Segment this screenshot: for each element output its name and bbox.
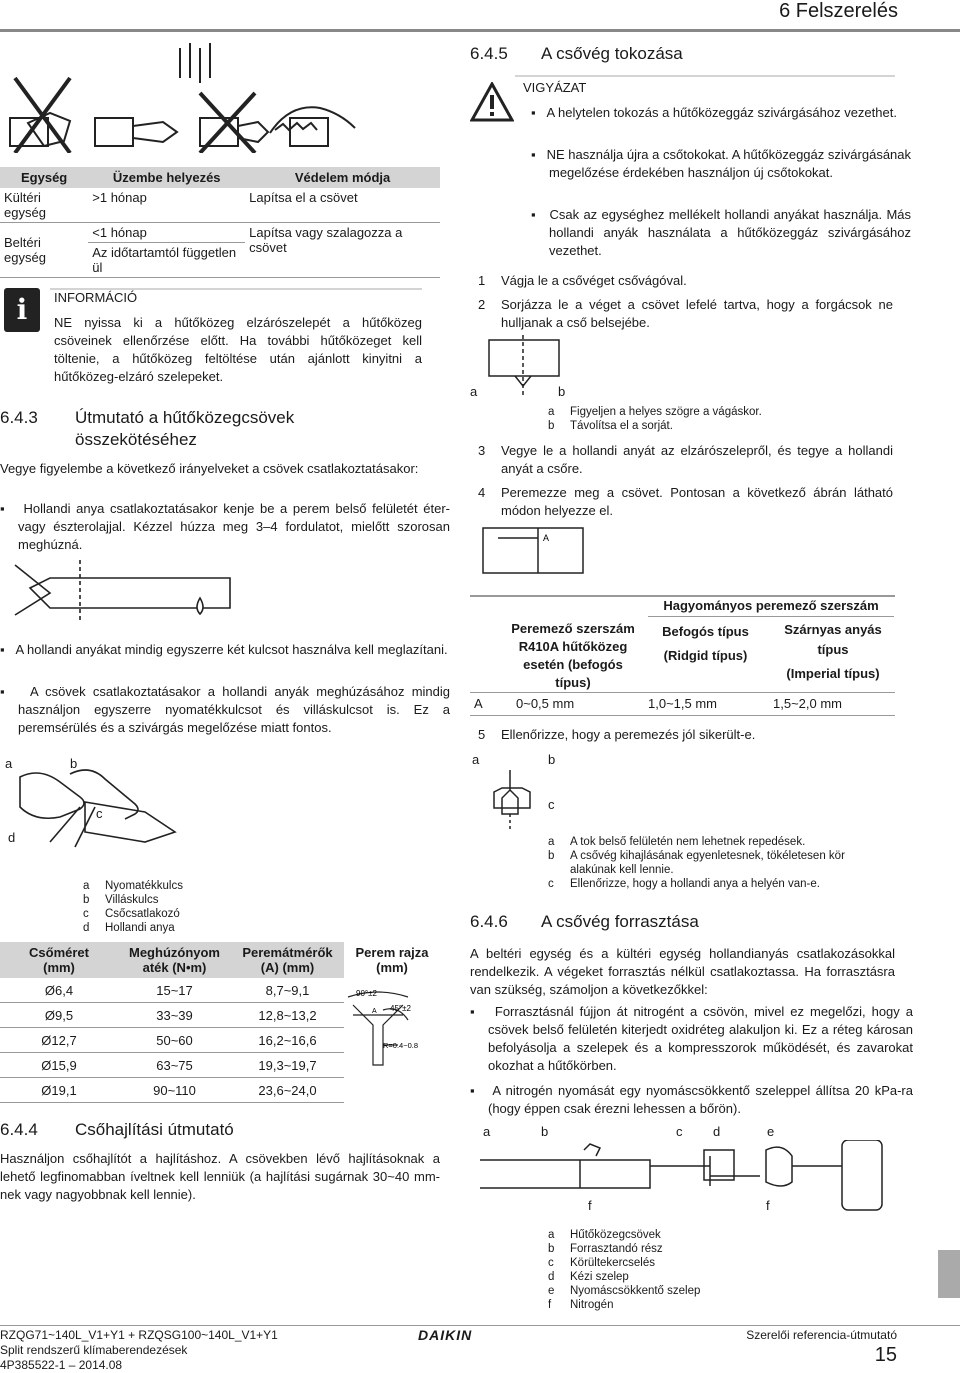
flare-nut-oil-illustration xyxy=(0,560,240,620)
fig-letter: c xyxy=(96,806,103,821)
info-icon: i xyxy=(4,288,40,332)
section-title: A csővég forrasztása xyxy=(541,912,699,931)
svg-text:A: A xyxy=(372,1008,377,1015)
legend: a Figyeljen a helyes szögre a vágáskor. b Távolítsa el a sorját. xyxy=(548,406,762,432)
section-title-line2: összekötéséhez xyxy=(75,430,197,449)
section-number: 6.4.6 xyxy=(470,912,508,931)
fig-letter: d xyxy=(8,830,16,845)
period-any: Az időtartamtól független​ül xyxy=(92,245,237,275)
table-cell: 1,0~1,5 mm xyxy=(648,696,718,711)
table-row xyxy=(0,223,440,278)
column-header: Befogós típus (Ridgid típus) xyxy=(662,624,749,663)
table-cell xyxy=(88,223,245,278)
table-cell: Beltéri egység xyxy=(0,223,88,278)
fig-letter: b xyxy=(70,756,78,771)
table-cell: 0~0,5 mm xyxy=(516,696,575,711)
fig-letter: b xyxy=(558,384,566,399)
column-header: Szárnyas anyás típus (Imperial típus) xyxy=(784,622,882,681)
fig-letter: c xyxy=(676,1124,683,1139)
table-rule xyxy=(470,595,895,597)
paragraph: A beltéri egység és a kültéri egység hollandianyás csatlakozásokkal rendelkezik. A végeket forrasztás nélkül csatlakoztassa. Ha forrasztásra van szükség, számoljon a következőkkel: xyxy=(470,946,895,997)
table-header: Üzembe helyezés xyxy=(88,167,245,188)
section-title: A csővég tokozása xyxy=(541,44,683,63)
torque-table: Csőméret (mm) Meghúzónyom aték (N•m) Peremátmérők (A) (mm) Perem rajza (mm) Ø6,4 15~17 8,7~9,1 Ø9,5 33~39 12,8~13,2 Ø12,7 50~60 16,2~16,6 Ø15,9 63~75 19,3~19,7 Ø19,1 90~110 23,6~24,0 xyxy=(0,942,440,1103)
table-header: Egység xyxy=(0,167,88,188)
header-rule xyxy=(0,29,960,32)
step-text: Vágja le a csővéget csővágóval. xyxy=(501,273,687,288)
step-number: 4 xyxy=(478,485,486,500)
section-title: Útmutató a hűtőközegcsövek xyxy=(75,408,295,427)
step-text: Ellenőrizze, hogy a peremezés jól sikerült-e. xyxy=(501,727,756,742)
info-title: INFORMÁCIÓ xyxy=(54,290,138,305)
side-tab xyxy=(938,1250,960,1298)
step-number: 5 xyxy=(478,727,486,742)
table-rule xyxy=(648,616,894,617)
section-number: 6.4.4 xyxy=(0,1120,38,1139)
paragraph: Használjon csőhajlítót a hajlításhoz. A csövekben lévő hajlításoknak a lehető legfinomabban íveltnek kell lenniük (a hajlítási sugárnak 30~40 mm-nek vagy nagyobbnak kell lennie). xyxy=(0,1151,440,1202)
step-text: Sorjázza le a véget a csövet lefelé tartva, hogy a forgácsok ne hulljanak a cső belsejébe. xyxy=(501,297,893,330)
caution-item: ▪ NE használja újra a csőtokokat. A hűtőközeggáz szivárgásának megelőzése érdekében használjon új csőtokokat. xyxy=(531,147,912,180)
flare-position-illustration xyxy=(478,523,598,578)
step-text: Peremezze meg a csövet. Pontosan a következő ábrán látható módon helyezze el. xyxy=(501,485,893,518)
table-row: Ø6,4 15~17 8,7~9,1 xyxy=(0,978,440,1003)
table-cell: 1,5~2,0 mm xyxy=(773,696,843,711)
svg-text:A: A xyxy=(543,533,550,543)
table-header: Védelem módja xyxy=(245,167,440,188)
fig-letter: b xyxy=(548,752,556,767)
group-header: Hagyományos peremező szerszám xyxy=(663,598,879,613)
footer-left: RZQG71~140L_V1+Y1 + RZQSG100~140L_V1+Y1 Split rendszerű klímaberendezések 4P385522-1 – 2014.08 xyxy=(0,1328,278,1372)
column-header: Peremező szerszám R410A hűtőközeg esetén (befogós típus) xyxy=(511,621,635,690)
section-number: 6.4.3 xyxy=(0,408,38,427)
caution-item: ▪ Csak az egységhez mellékelt hollandi anyákat használja. Más hollandi anyák használata a hűtőközeggáz szivárgásához vezethet. xyxy=(531,207,911,258)
table-row: Ø15,9 63~75 19,3~19,7 xyxy=(0,1053,440,1078)
cut-pipe-illustration xyxy=(475,335,595,405)
table-row: Ø9,5 33~39 12,8~13,2 xyxy=(0,1003,440,1028)
brand-logo: DAIKIN xyxy=(418,1327,473,1343)
table-cell: Lapítsa el a csövet xyxy=(245,188,440,223)
flare-check-illustration xyxy=(480,770,610,830)
fig-letter: f xyxy=(588,1198,592,1213)
bullet-item: ▪ Hollandi anya csatlakoztatásakor kenje be a perem belső felületét éter- vagy észterolajjal. Kézzel húzza meg 3–4 fordulatot, mielőtt szorosan meghúzná. xyxy=(0,501,450,552)
section-title: Csőhajlítási útmutató xyxy=(75,1120,234,1139)
fig-letter: a xyxy=(470,384,478,399)
fig-letter: e xyxy=(767,1124,775,1139)
fig-letter: c xyxy=(548,797,555,812)
bullet-item: ▪ A nitrogén nyomását egy nyomáscsökkentő szeleppel állítsa 20 kPa-ra (hogy éppen csak érezni lehessen a bőrön). xyxy=(470,1083,913,1116)
flare-drawing xyxy=(338,985,438,1080)
page-number: 15 xyxy=(874,1344,897,1366)
table-rule xyxy=(470,715,895,716)
caution-item: ▪ A helytelen tokozás a hűtőközeggáz szivárgásához vezethet. xyxy=(531,105,897,120)
period-short: <1 hónap xyxy=(88,223,245,243)
chapter-title: 6 Felszerelés xyxy=(779,0,898,22)
bullet-item: ▪ A hollandi anyákat mindig egyszerre két kulcsot használva kell meglazítani. xyxy=(0,642,448,657)
caution-rule xyxy=(515,75,895,77)
step-number: 3 xyxy=(478,443,486,458)
brazing-illustration xyxy=(476,1140,896,1220)
table-row: Ø19,1 90~110 23,6~24,0 xyxy=(0,1078,440,1103)
bullet-item: ▪ Forrasztásnál fújjon át nitrogént a csövön, mivel ez megelőzi, hogy a csövek belső felületén kiterjedt oxidréteg alakuljon ki. Ez a réteg károsan befolyásolja a szelepek és a kompresszorok működését, és zavarokat okozhat a hűtőkörben. xyxy=(470,1004,913,1073)
warning-icon xyxy=(470,82,514,122)
pipe-protection-table xyxy=(0,167,440,278)
svg-text:R=0.4~0.8: R=0.4~0.8 xyxy=(383,1041,419,1050)
info-text: NE nyissa ki a hűtőközeg elzárószelepét a hűtőközeg csöveinek ellenőrzése előtt. Ha további hűtőközeget kell töltenie, a hűtőközeg feltöltése után ajánlott kinyitni a hűtőközeg-elzáró szelepeket. xyxy=(54,315,422,384)
table-cell: >1 hónap xyxy=(88,188,245,223)
pipe-protection-illustration xyxy=(0,38,440,153)
legend: a Hűtőközegcsövek b Forrasztandó rész c Körültekercselés d Kézi szelep e Nyomáscsökkentő szelep f Nitrogén xyxy=(548,1229,701,1311)
table-cell: Lapítsa vagy szalagozza a csövet xyxy=(245,223,440,278)
legend: a A tok belső felületén nem lehetnek repedések. b A csővég kihajlásának egyenletesnek, tökéletesen kör alakúnak kell lennie. c Ellenőrizze, hogy a hollandi anya a helyén van-e. xyxy=(548,836,845,890)
step-number: 2 xyxy=(478,297,486,312)
footer-rule xyxy=(0,1325,960,1326)
table-cell: A xyxy=(474,696,483,711)
paragraph: Vegye figyelembe a következő irányelveket a csövek csatlakoztatásakor: xyxy=(0,461,419,476)
fig-letter: a xyxy=(483,1124,491,1139)
svg-text:45°±2: 45°±2 xyxy=(390,1004,411,1013)
table-row xyxy=(0,188,440,223)
table-row: Ø12,7 50~60 16,2~16,6 xyxy=(0,1028,440,1053)
step-text: Vegye le a hollandi anyát az elzárószelepről, és tegye a hollandi anyát a csőre. xyxy=(501,443,893,476)
caution-title: VIGYÁZAT xyxy=(523,80,587,95)
footer-manual: Szerelői referencia-útmutató xyxy=(746,1328,897,1342)
table-cell: Kültéri egység xyxy=(0,188,88,223)
fig-letter: a xyxy=(472,752,480,767)
fig-letter: a xyxy=(5,756,13,771)
svg-text:90°±2: 90°±2 xyxy=(356,989,377,998)
step-number: 1 xyxy=(478,273,486,288)
section-number: 6.4.5 xyxy=(470,44,508,63)
fig-letter: f xyxy=(766,1198,770,1213)
fig-letter: b xyxy=(541,1124,549,1139)
table-rule xyxy=(470,692,895,693)
fig-letter: d xyxy=(713,1124,721,1139)
legend: a Nyomatékkulcs b Villáskulcs c Csőcsatlakozó d Hollandi anya xyxy=(83,880,183,934)
bullet-item: ▪ A csövek csatlakoztatásakor a hollandi anyák meghúzásához mindig használjon egyszerre nyomatékkulcsot és villáskulcsot is. Ez a peremsérülés és a szivárgás megelőzése miatt fontos. xyxy=(0,684,450,735)
